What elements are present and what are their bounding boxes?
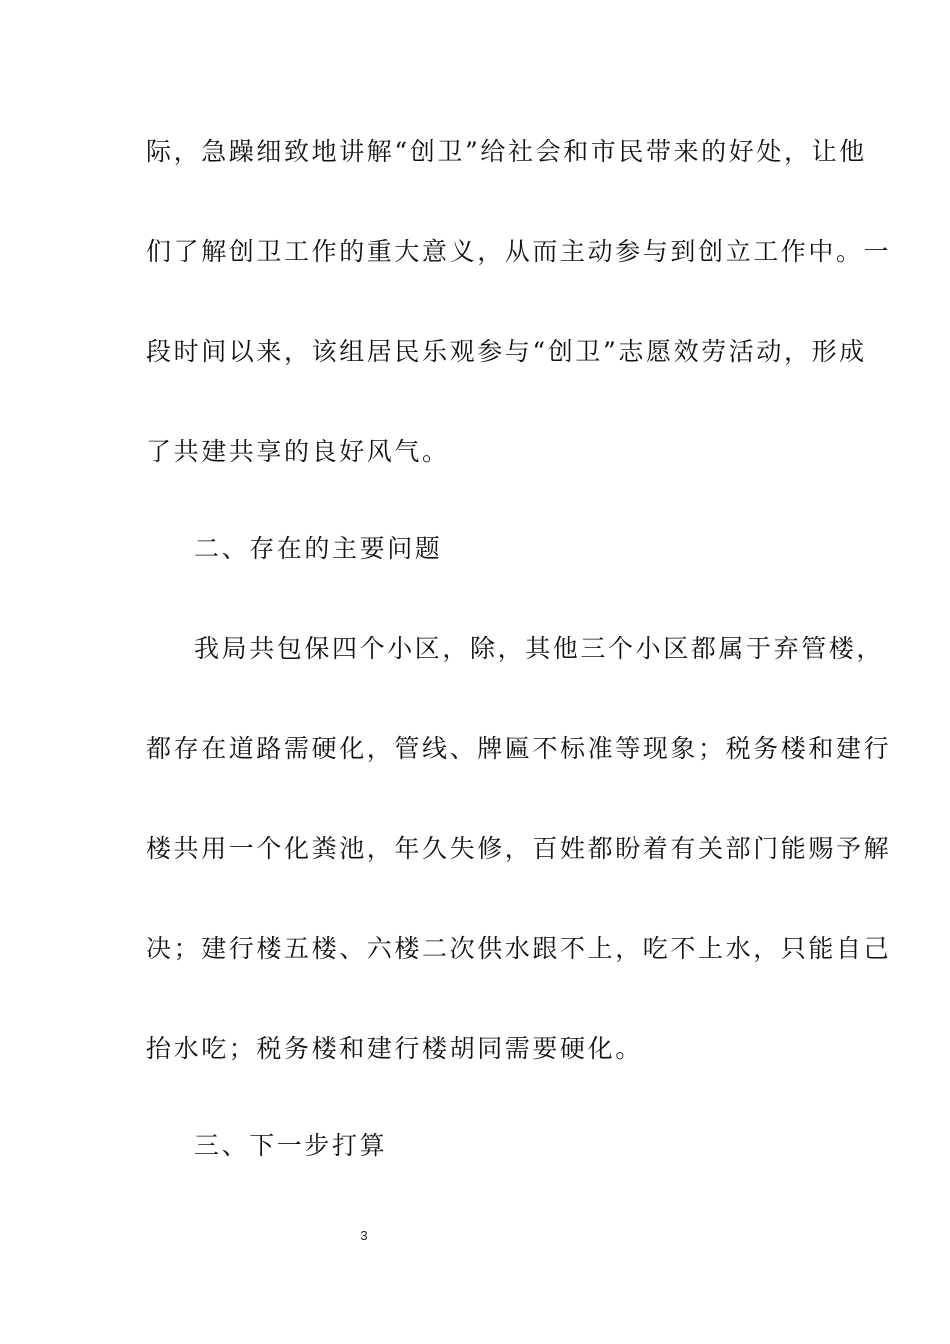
paragraph-line: 我局共包保四个小区，除，其他三个小区都属于弃管楼， bbox=[194, 634, 885, 663]
paragraph-line: 们了解创卫工作的重大意义，从而主动参与到创立工作中。一 bbox=[146, 237, 892, 266]
paragraph-line: 决；建行楼五楼、六楼二次供水跟不上，吃不上水，只能自己 bbox=[146, 934, 892, 963]
section-heading: 三、下一步打算 bbox=[194, 1131, 388, 1160]
paragraph-line: 段时间以来，该组居民乐观参与“创卫”志愿效劳活动，形成 bbox=[146, 337, 867, 366]
paragraph-line: 都存在道路需硬化，管线、牌匾不标准等现象；税务楼和建行 bbox=[146, 734, 892, 763]
paragraph-line: 抬水吃；税务楼和建行楼胡同需要硬化。 bbox=[146, 1034, 643, 1063]
section-heading: 二、存在的主要问题 bbox=[194, 534, 443, 563]
paragraph-line: 了共建共享的良好风气。 bbox=[146, 437, 450, 466]
paragraph-line: 际，急躁细致地讲解“创卫”给社会和市民带来的好处，让他 bbox=[146, 137, 867, 166]
page-number: 3 bbox=[360, 1228, 368, 1243]
paragraph-line: 楼共用一个化粪池，年久失修，百姓都盼着有关部门能赐予解 bbox=[146, 834, 892, 863]
